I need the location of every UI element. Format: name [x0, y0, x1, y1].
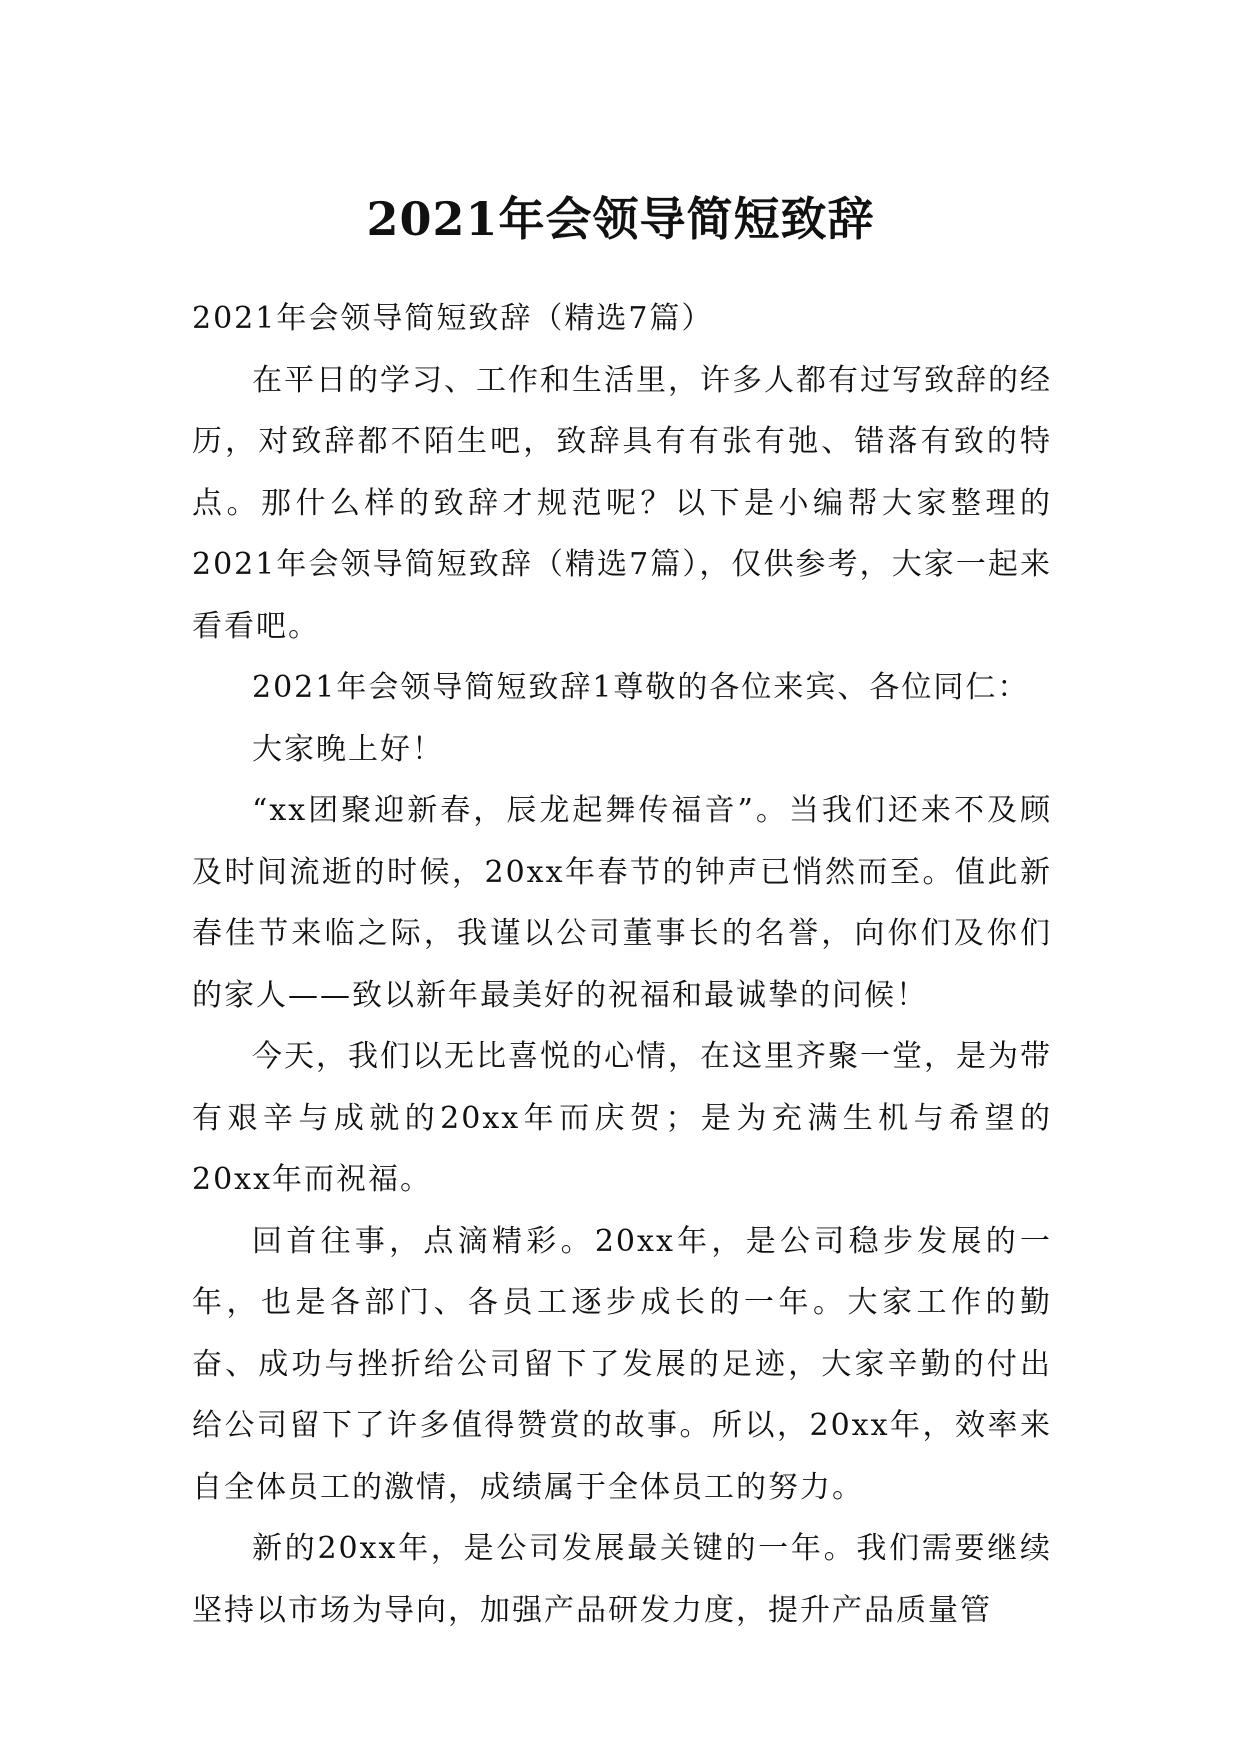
document-paragraph: 回首往事，点滴精彩。20xx年，是公司稳步发展的一年，也是各部门、各员工逐步成长的一年。大家工作的勤奋、成功与挫折给公司留下了发展的足迹，大家辛勤的付出给公司留下了许多值得赞赏的故事。所以，20xx年，效率来自全体员工的激情，成绩属于全体员工的努力。: [192, 1223, 1052, 1505]
document-body: [192, 288, 1052, 1641]
document-paragraph: 在平日的学习、工作和生活里，许多人都有过写致辞的经历，对致辞都不陌生吧，致辞具有有张有弛、错落有致的特点。那什么样的致辞才规范呢？以下是小编帮大家整理的2021年会领导简短致辞（精选7篇），仅供参考，大家一起来看看吧。: [192, 362, 1052, 644]
document-paragraph: 2021年会领导简短致辞（精选7篇）: [192, 301, 714, 336]
document-paragraph: 今天，我们以无比喜悦的心情，在这里齐聚一堂，是为带有艰辛与成就的20xx年而庆贺；是为充满生机与希望的20xx年而祝福。: [192, 1039, 1052, 1197]
document-paragraph: “xx团聚迎新春，辰龙起舞传福音”。当我们还来不及顾及时间流逝的时候，20xx年春节的钟声已悄然而至。值此新春佳节来临之际，我谨以公司董事长的名誉，向你们及你们的家人——致以新年最美好的祝福和最诚挚的问候！: [192, 793, 1052, 1013]
document-paragraph: 大家晚上好！: [252, 731, 444, 767]
document-paragraph: 新的20xx年，是公司发展最关键的一年。我们需要继续坚持以市场为导向，加强产品研发力度，提升产品质量管: [192, 1531, 1052, 1628]
document-title: 2021年会领导简短致辞: [366, 191, 875, 246]
document-paragraph: 2021年会领导简短致辞1尊敬的各位来宾、各位同仁：: [252, 670, 1030, 705]
